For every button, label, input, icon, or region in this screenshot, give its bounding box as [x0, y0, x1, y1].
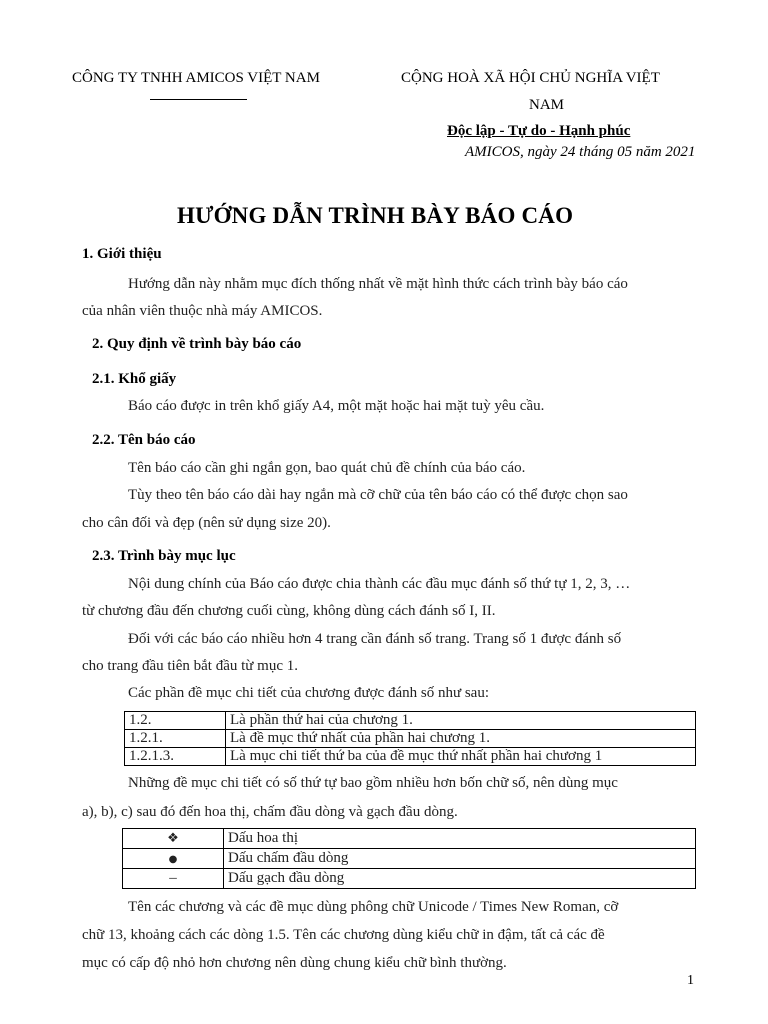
- section-2-2-paragraph-2: Tùy theo tên báo cáo dài hay ngắn mà cỡ chữ của tên báo cáo có thể được chọn sao: [128, 487, 628, 503]
- section-1-heading: 1. Giới thiệu: [82, 246, 162, 262]
- table-cell-description: Dấu gạch đầu dòng: [224, 869, 696, 889]
- table-cell-description: Là phần thứ hai của chương 1.: [226, 712, 696, 730]
- table-row: [125, 712, 696, 730]
- section-2-3-paragraph-5: Tên các chương và các đề mục dùng phông chữ Unicode / Times New Roman, cỡ: [128, 899, 619, 915]
- bullet-table: [122, 828, 696, 889]
- section-2-2-heading: 2.2. Tên báo cáo: [92, 432, 196, 448]
- section-2-2-paragraph-2-cont: cho cân đối và đẹp (nên sử dụng size 20).: [82, 515, 331, 531]
- section-2-3-paragraph-2-cont: cho trang đầu tiên bắt đầu từ mục 1.: [82, 658, 298, 674]
- table-cell-description: Là đề mục thứ nhất của phần hai chương 1.: [226, 730, 696, 748]
- company-underline: [150, 99, 247, 100]
- table-row: [125, 748, 696, 766]
- table-cell-number: 1.2.1.3.: [125, 748, 226, 766]
- table-cell-number: 1.2.1.: [125, 730, 226, 748]
- numbering-table: [124, 711, 696, 766]
- table-cell-description: Là mục chi tiết thứ ba của đề mục thứ nhất phần hai chương 1: [226, 748, 696, 766]
- page-number: 1: [687, 973, 694, 988]
- table-cell-description: Dấu chấm đầu dòng: [224, 849, 696, 869]
- table-row: [125, 730, 696, 748]
- section-2-1-heading: 2.1. Khổ giấy: [92, 371, 177, 387]
- table-row: [123, 869, 696, 889]
- section-2-3-paragraph-3: Các phần đề mục chi tiết của chương được đánh số như sau:: [128, 685, 489, 701]
- document-title: HƯỚNG DẪN TRÌNH BÀY BÁO CÁO: [177, 203, 574, 228]
- section-2-3-heading: 2.3. Trình bày mục lục: [92, 548, 236, 564]
- section-2-2-paragraph-1: Tên báo cáo cần ghi ngắn gọn, bao quát chủ đề chính của báo cáo.: [128, 460, 526, 476]
- section-2-3-paragraph-2: Đối với các báo cáo nhiều hơn 4 trang cần đánh số trang. Trang số 1 được đánh số: [128, 631, 622, 647]
- table-row: [123, 829, 696, 849]
- section-2-heading: 2. Quy định về trình bày báo cáo: [92, 336, 302, 352]
- section-2-3-paragraph-5-cont2: mục có cấp độ nhỏ hơn chương nên dùng chung kiểu chữ bình thường.: [82, 955, 507, 971]
- table-cell-description: Dấu hoa thị: [224, 829, 696, 849]
- section-2-3-paragraph-5-cont: chữ 13, khoảng cách các dòng 1.5. Tên các chương dùng kiểu chữ in đậm, tất cả các đề: [82, 927, 605, 943]
- diamond-bullet-icon: ❖: [123, 829, 224, 849]
- nation-name-line2: NAM: [529, 97, 565, 113]
- table-row: [123, 849, 696, 869]
- section-1-paragraph-cont: của nhân viên thuộc nhà máy AMICOS.: [82, 303, 323, 319]
- section-1-paragraph: Hướng dẫn này nhằm mục đích thống nhất về mặt hình thức cách trình bày báo cáo: [128, 276, 628, 292]
- section-2-3-paragraph-1-cont: từ chương đầu đến chương cuối cùng, không dùng cách đánh số I, II.: [82, 603, 496, 619]
- section-2-1-paragraph: Báo cáo được in trên khổ giấy A4, một mặt hoặc hai mặt tuỳ yêu cầu.: [128, 398, 545, 414]
- dash-bullet-icon: –: [123, 869, 224, 889]
- place-date: AMICOS, ngày 24 tháng 05 năm 2021: [465, 144, 696, 160]
- section-2-3-paragraph-4: Những đề mục chi tiết có số thứ tự bao gồm nhiều hơn bốn chữ số, nên dùng mục: [128, 775, 618, 791]
- national-motto: Độc lập - Tự do - Hạnh phúc: [447, 123, 631, 139]
- dot-bullet-icon: ●: [123, 849, 224, 869]
- table-cell-number: 1.2.: [125, 712, 226, 730]
- company-name: CÔNG TY TNHH AMICOS VIỆT NAM: [72, 70, 320, 86]
- nation-name-line1: CỘNG HOÀ XÃ HỘI CHỦ NGHĨA VIỆT: [401, 70, 660, 86]
- section-2-3-paragraph-4-cont: a), b), c) sau đó đến hoa thị, chấm đầu dòng và gạch đầu dòng.: [82, 804, 458, 820]
- section-2-3-paragraph-1: Nội dung chính của Báo cáo được chia thành các đầu mục đánh số thứ tự 1, 2, 3, …: [128, 576, 631, 592]
